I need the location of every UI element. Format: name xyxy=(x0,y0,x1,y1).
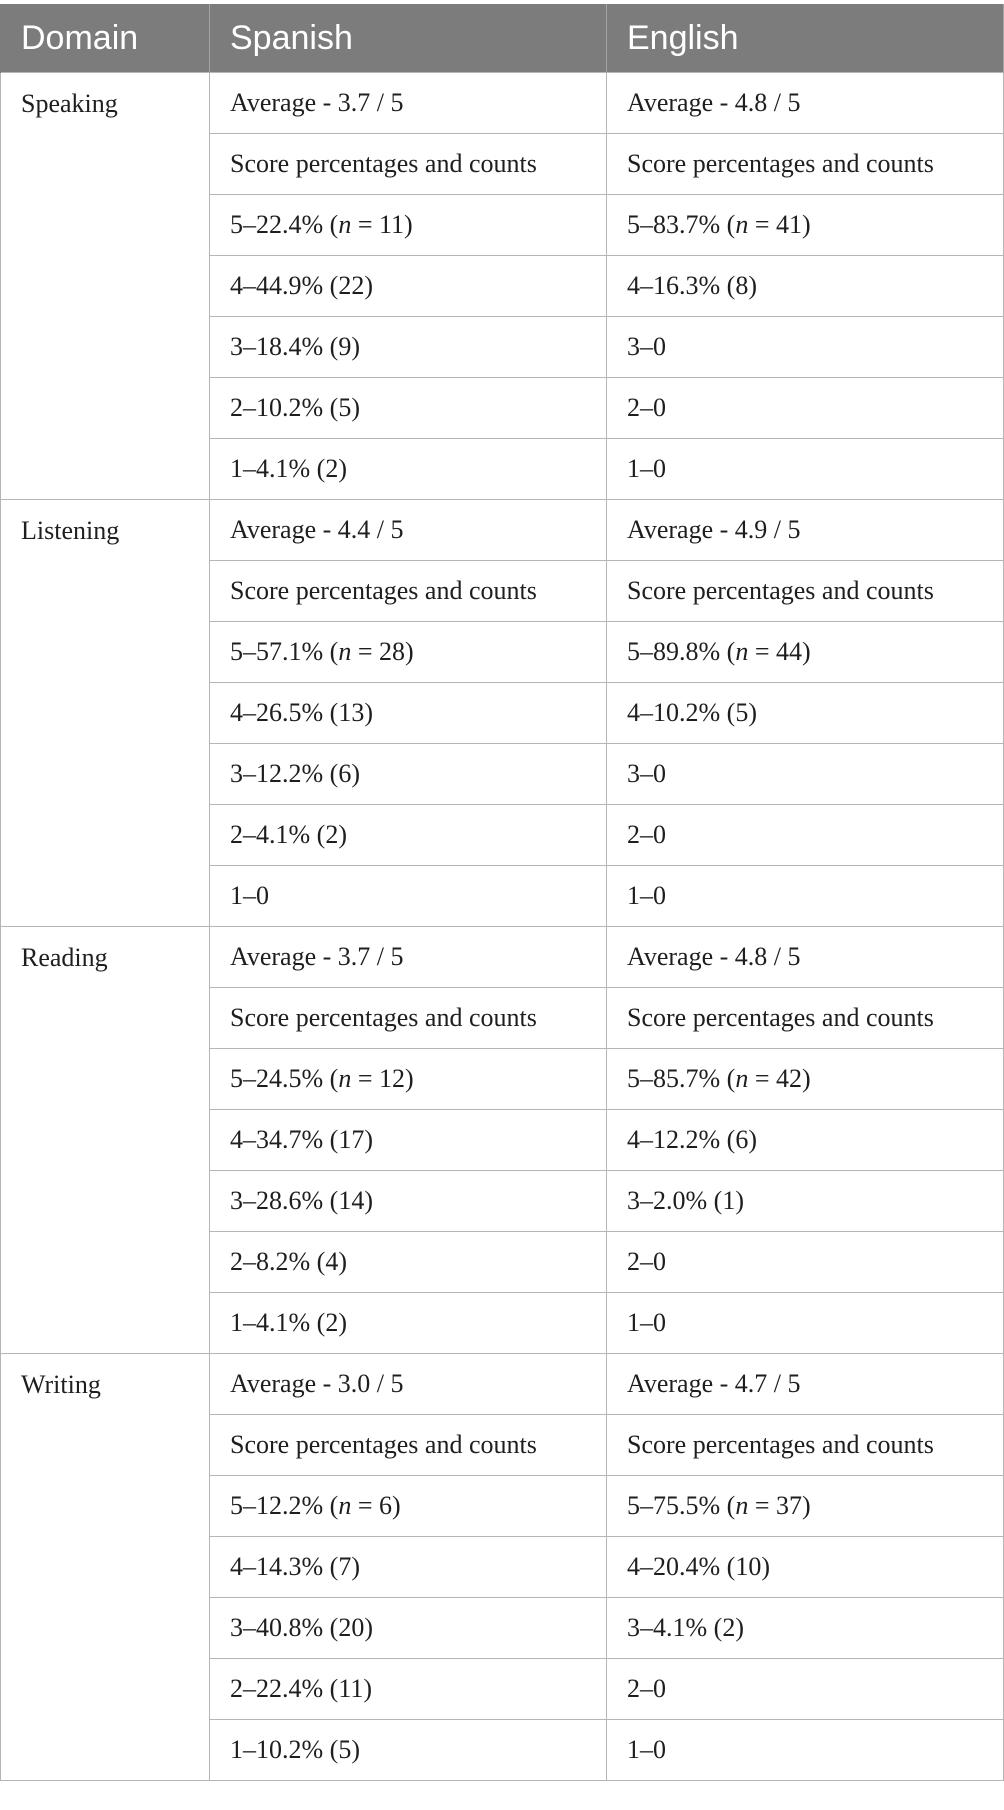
english-cell: 1–0 xyxy=(607,1720,1004,1781)
english-cell: 2–0 xyxy=(607,1232,1004,1293)
spanish-cell: Score percentages and counts xyxy=(210,561,607,622)
header-domain: Domain xyxy=(1,4,210,73)
english-cell: Average - 4.9 / 5 xyxy=(607,500,1004,561)
english-cell: 4–10.2% (5) xyxy=(607,683,1004,744)
table-row xyxy=(1,927,1004,988)
domain-cell-writing: Writing xyxy=(1,1354,210,1781)
table-header xyxy=(1,4,1004,73)
english-cell: Average - 4.8 / 5 xyxy=(607,73,1004,134)
english-cell: Score percentages and counts xyxy=(607,1415,1004,1476)
english-cell: Score percentages and counts xyxy=(607,561,1004,622)
spanish-cell: 3–12.2% (6) xyxy=(210,744,607,805)
table-row xyxy=(1,500,1004,561)
table-row xyxy=(1,73,1004,134)
spanish-cell: 2–22.4% (11) xyxy=(210,1659,607,1720)
spanish-cell: Score percentages and counts xyxy=(210,1415,607,1476)
english-cell: Average - 4.7 / 5 xyxy=(607,1354,1004,1415)
english-cell: 4–12.2% (6) xyxy=(607,1110,1004,1171)
spanish-cell: Average - 4.4 / 5 xyxy=(210,500,607,561)
spanish-cell: Score percentages and counts xyxy=(210,988,607,1049)
spanish-cell: 3–28.6% (14) xyxy=(210,1171,607,1232)
header-row xyxy=(1,4,1004,73)
english-cell: 1–0 xyxy=(607,866,1004,927)
english-cell: Score percentages and counts xyxy=(607,988,1004,1049)
english-cell: 2–0 xyxy=(607,378,1004,439)
spanish-cell: 5–57.1% (n = 28) xyxy=(210,622,607,683)
english-cell: 5–85.7% (n = 42) xyxy=(607,1049,1004,1110)
spanish-cell: Average - 3.7 / 5 xyxy=(210,927,607,988)
spanish-cell: 2–10.2% (5) xyxy=(210,378,607,439)
spanish-cell: Average - 3.0 / 5 xyxy=(210,1354,607,1415)
spanish-cell: 1–4.1% (2) xyxy=(210,439,607,500)
spanish-cell: 4–26.5% (13) xyxy=(210,683,607,744)
spanish-cell: 2–8.2% (4) xyxy=(210,1232,607,1293)
english-cell: 5–83.7% (n = 41) xyxy=(607,195,1004,256)
domain-cell-speaking: Speaking xyxy=(1,73,210,500)
spanish-cell: 4–14.3% (7) xyxy=(210,1537,607,1598)
language-score-table xyxy=(0,4,1004,1781)
english-cell: 3–0 xyxy=(607,317,1004,378)
english-cell: 3–0 xyxy=(607,744,1004,805)
spanish-cell: 1–0 xyxy=(210,866,607,927)
spanish-cell: 1–10.2% (5) xyxy=(210,1720,607,1781)
english-cell: Score percentages and counts xyxy=(607,134,1004,195)
english-cell: 1–0 xyxy=(607,439,1004,500)
spanish-cell: Score percentages and counts xyxy=(210,134,607,195)
english-cell: 1–0 xyxy=(607,1293,1004,1354)
spanish-cell: 4–34.7% (17) xyxy=(210,1110,607,1171)
english-cell: 2–0 xyxy=(607,1659,1004,1720)
english-cell: 5–89.8% (n = 44) xyxy=(607,622,1004,683)
spanish-cell: 4–44.9% (22) xyxy=(210,256,607,317)
english-cell: 5–75.5% (n = 37) xyxy=(607,1476,1004,1537)
spanish-cell: 5–24.5% (n = 12) xyxy=(210,1049,607,1110)
domain-cell-reading: Reading xyxy=(1,927,210,1354)
english-cell: 4–20.4% (10) xyxy=(607,1537,1004,1598)
spanish-cell: 5–22.4% (n = 11) xyxy=(210,195,607,256)
spanish-cell: 5–12.2% (n = 6) xyxy=(210,1476,607,1537)
english-cell: 4–16.3% (8) xyxy=(607,256,1004,317)
english-cell: Average - 4.8 / 5 xyxy=(607,927,1004,988)
spanish-cell: 3–40.8% (20) xyxy=(210,1598,607,1659)
table-body xyxy=(1,73,1004,1781)
table-row xyxy=(1,1354,1004,1415)
spanish-cell: 1–4.1% (2) xyxy=(210,1293,607,1354)
spanish-cell: 3–18.4% (9) xyxy=(210,317,607,378)
english-cell: 3–4.1% (2) xyxy=(607,1598,1004,1659)
spanish-cell: 2–4.1% (2) xyxy=(210,805,607,866)
english-cell: 3–2.0% (1) xyxy=(607,1171,1004,1232)
spanish-cell: Average - 3.7 / 5 xyxy=(210,73,607,134)
header-spanish: Spanish xyxy=(210,4,607,73)
header-english: English xyxy=(607,4,1004,73)
english-cell: 2–0 xyxy=(607,805,1004,866)
domain-cell-listening: Listening xyxy=(1,500,210,927)
